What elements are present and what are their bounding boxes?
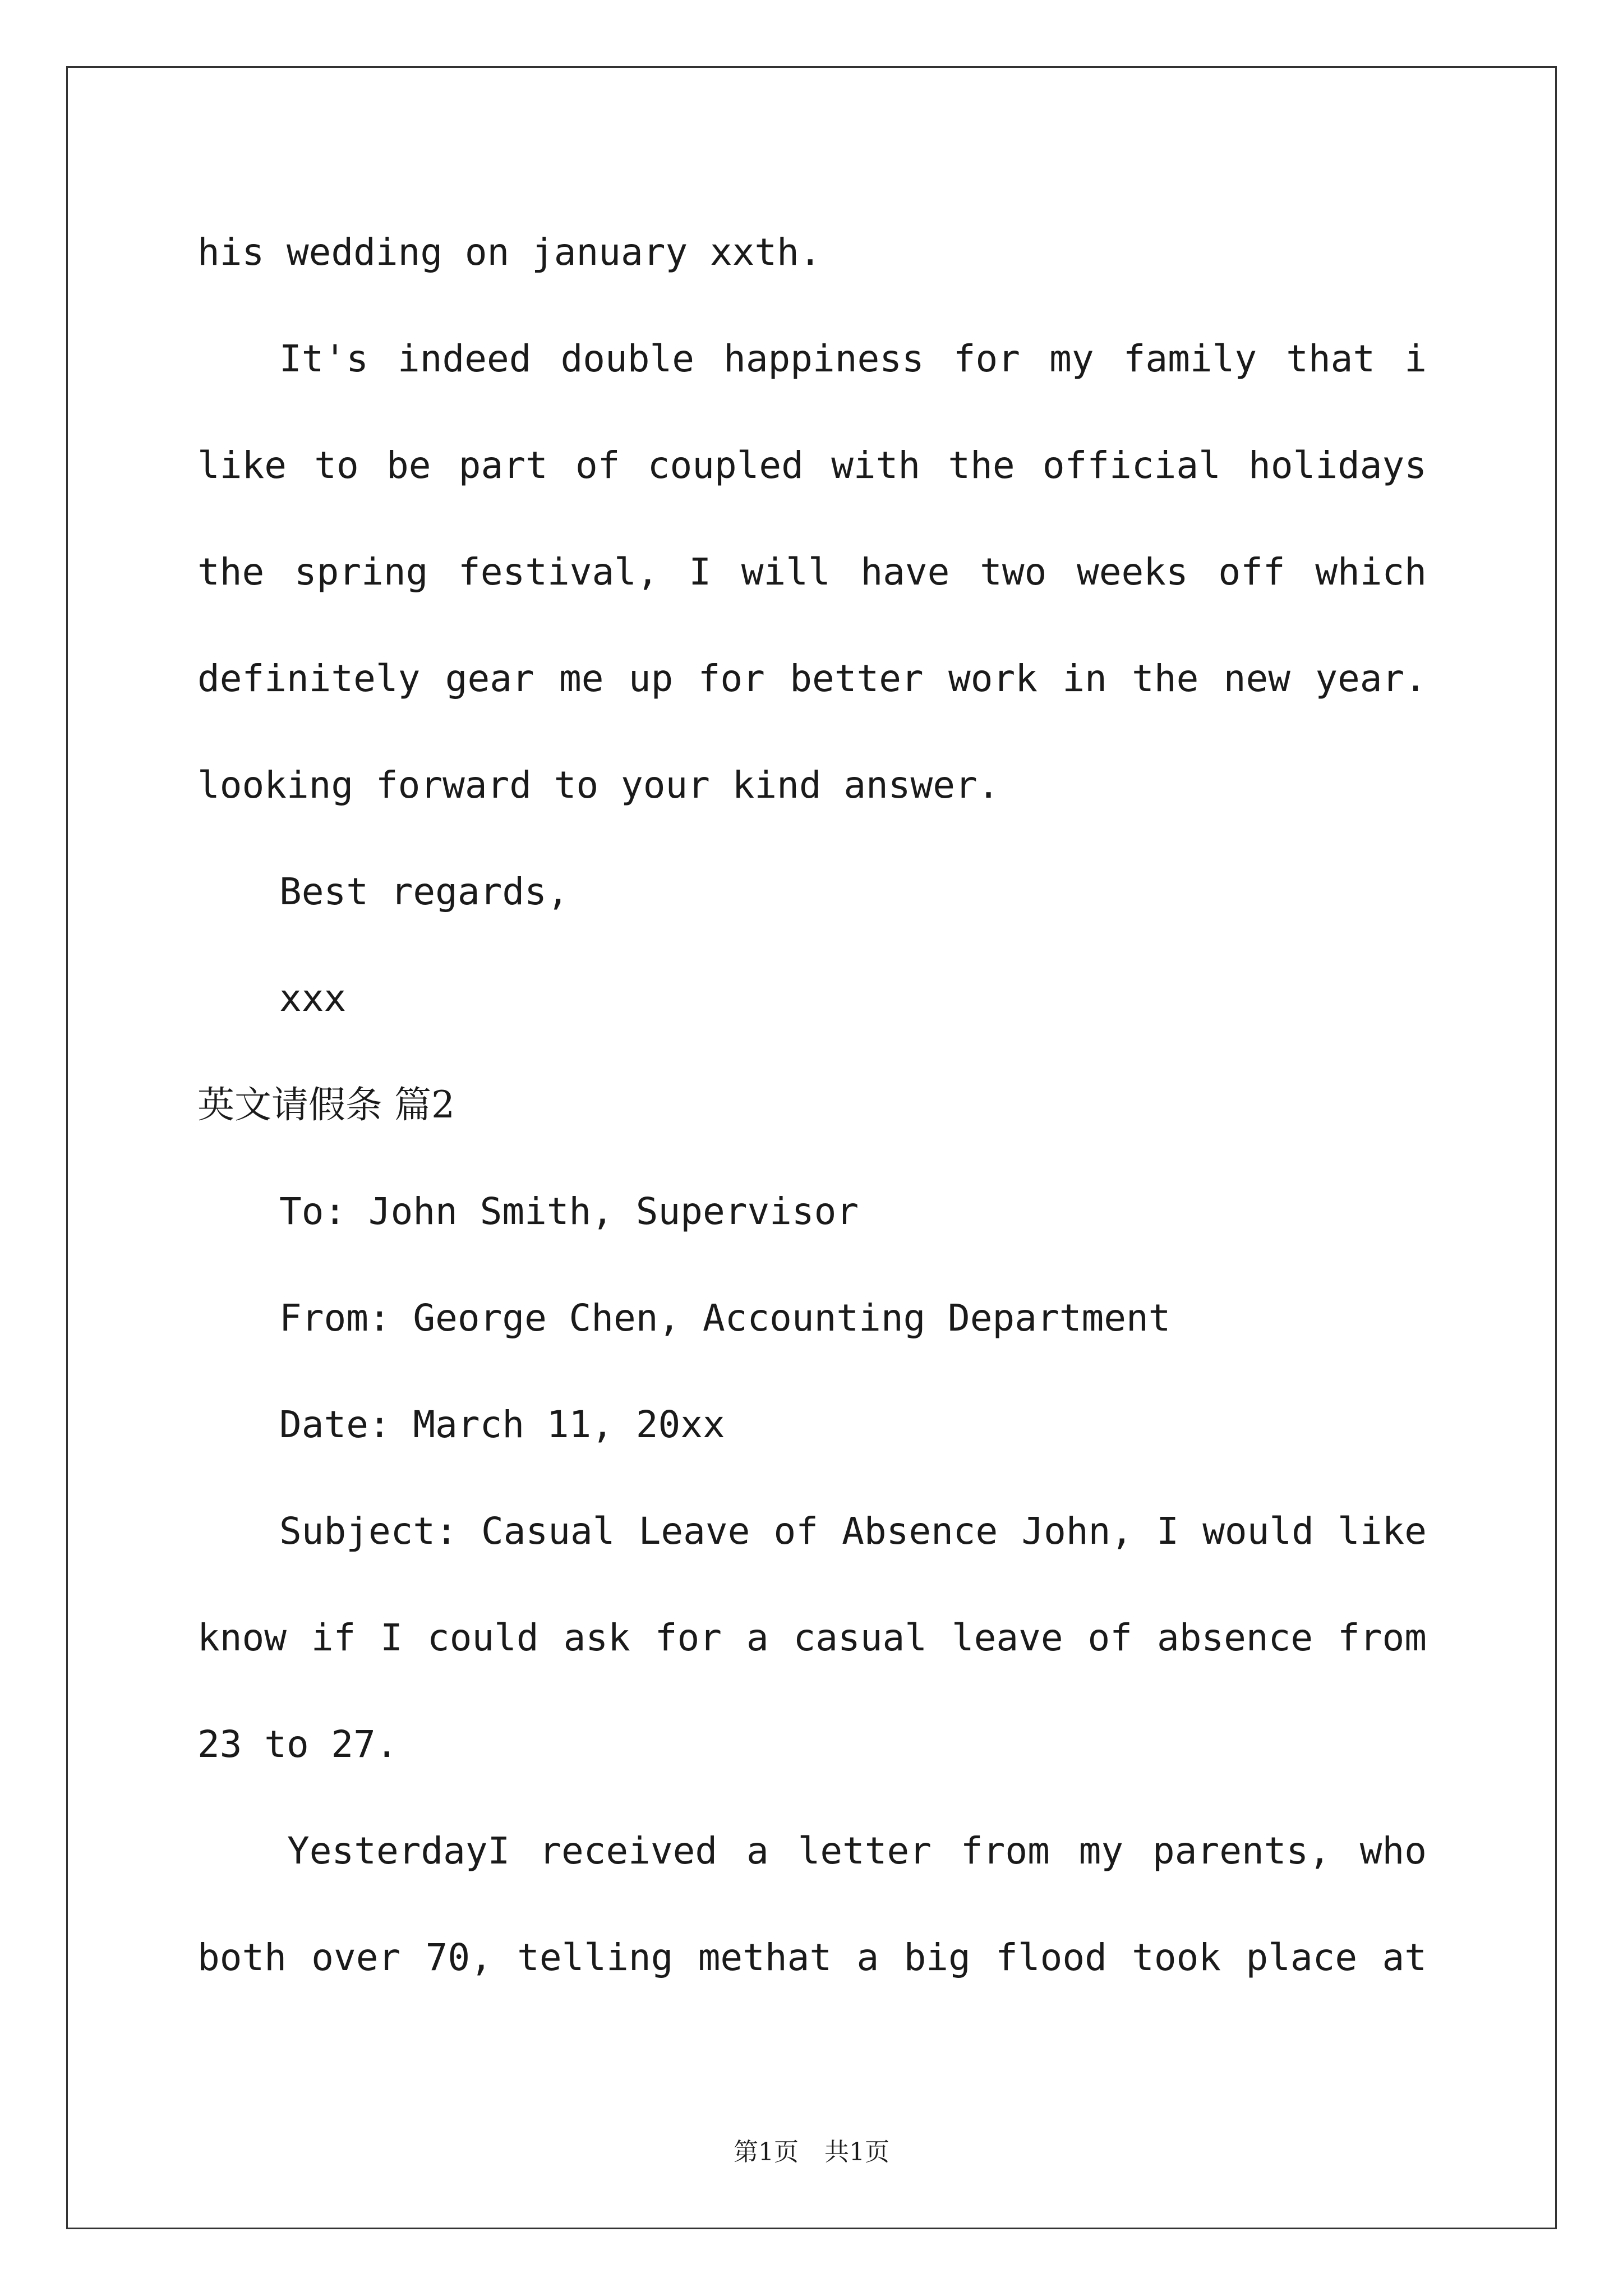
memo-date-line: Date: March 11, 20xx	[279, 1403, 725, 1446]
page-number-current: 第1页	[734, 2138, 799, 2166]
page-number-total: 共1页	[824, 2138, 889, 2166]
memo-to-line: To: John Smith, Supervisor	[279, 1190, 859, 1233]
text-line: definitely gear me up for better work in the new year.	[197, 657, 1427, 700]
section-heading: 英文请假条 篇2	[197, 1083, 455, 1126]
memo-subject-line: Subject: Casual Leave of Absence John, I would like	[279, 1510, 1427, 1553]
text-line: both over 70, telling methat a big flood took place at	[197, 1936, 1427, 1979]
signature-line: xxx	[279, 977, 347, 1020]
memo-from-line: From: George Chen, Accounting Department	[279, 1296, 1171, 1340]
page-footer	[0, 2132, 1623, 2168]
text-line: the spring festival, I will have two weeks off which	[197, 550, 1427, 593]
text-line: YesterdayI received a letter from my parents, who	[287, 1829, 1427, 1872]
text-line: looking forward to your kind answer.	[197, 763, 1000, 807]
closing-line: Best regards,	[279, 870, 569, 913]
text-line: It's indeed double happiness for my family that i	[279, 337, 1427, 380]
document-body	[197, 199, 1427, 2011]
text-line: 23 to 27.	[197, 1723, 398, 1766]
text-line: his wedding on january xxth.	[197, 231, 822, 274]
text-line: know if I could ask for a casual leave of absence from	[197, 1616, 1427, 1659]
text-line: like to be part of coupled with the official holidays	[197, 444, 1427, 487]
